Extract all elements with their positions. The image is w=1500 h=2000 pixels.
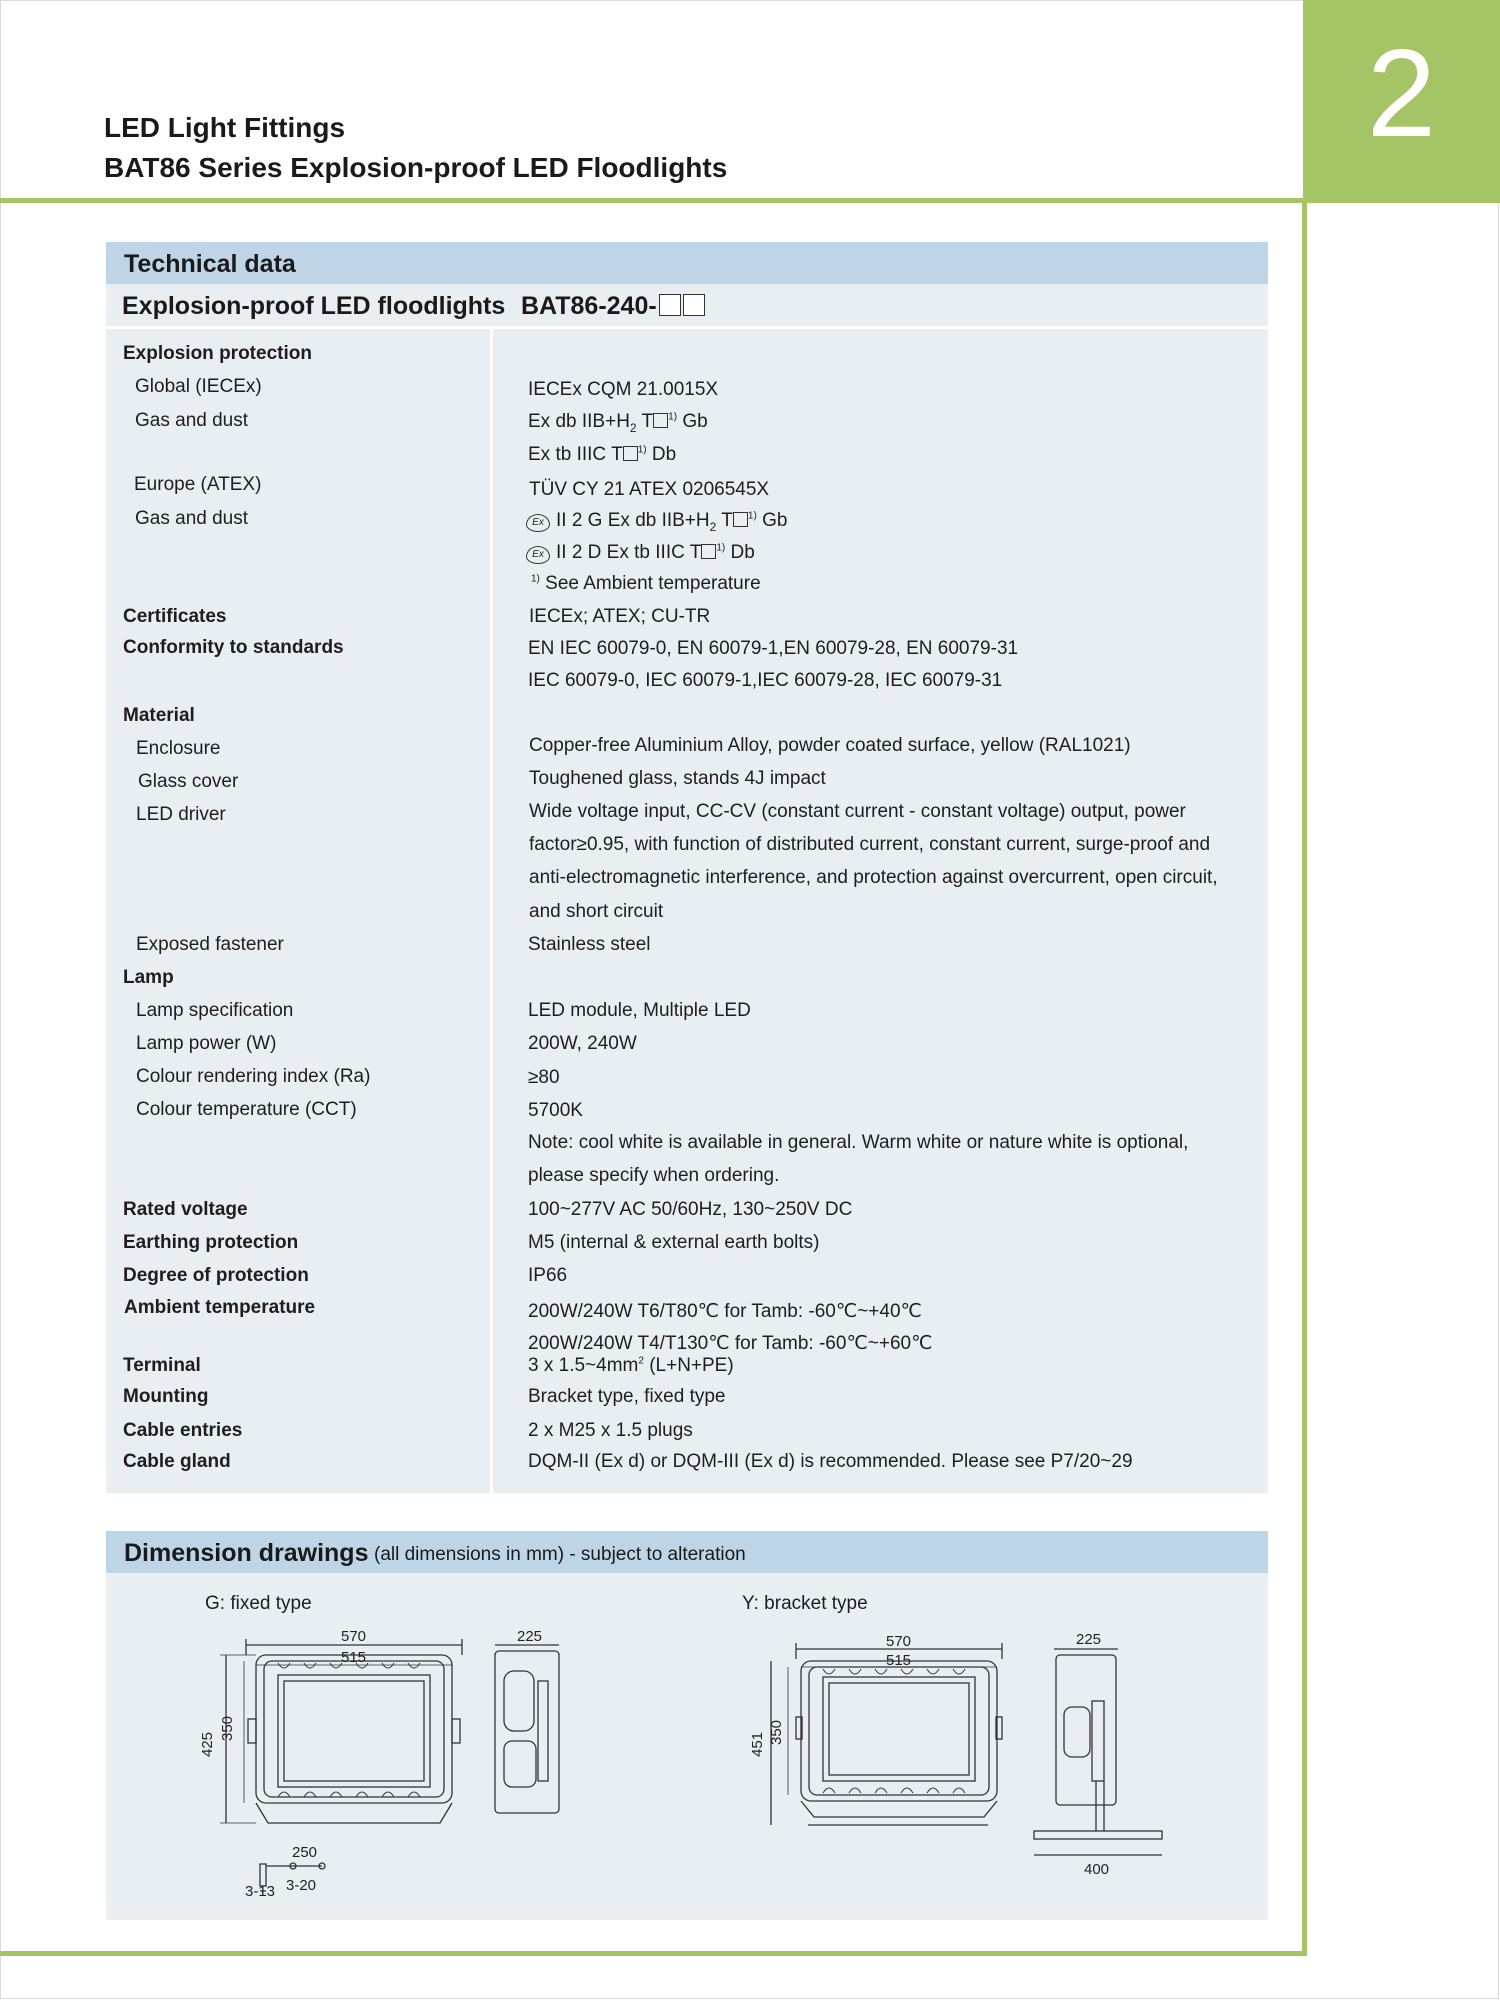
value-certificates: IECEx; ATEX; CU-TR	[529, 606, 711, 627]
value-lamp-specification: LED module, Multiple LED	[528, 1000, 751, 1021]
chapter-tab	[1303, 0, 1500, 201]
bracket-inner-height-label: 350	[768, 1719, 785, 1745]
fixed-slot-spacing-label: 250	[292, 1844, 318, 1861]
fixed-type-caption: G: fixed type	[205, 1593, 312, 1614]
label-cct: Colour temperature (CCT)	[136, 1099, 357, 1120]
value-atex-cert: TÜV CY 21 ATEX 0206545X	[529, 479, 770, 500]
label-led-driver: LED driver	[136, 804, 226, 825]
value-exposed-fastener: Stainless steel	[528, 934, 651, 955]
fixed-slot-a-label: 3-13	[245, 1883, 276, 1900]
label-explosion-protection: Explosion protection	[123, 343, 312, 364]
dimension-drawings-subheading: (all dimensions in mm) - subject to alteration	[374, 1544, 746, 1565]
label-cri: Colour rendering index (Ra)	[136, 1066, 371, 1087]
page-title-category: LED Light Fittings	[104, 112, 346, 143]
bottom-rule	[0, 1951, 1307, 1956]
placeholder-box-icon	[683, 294, 705, 316]
bracket-base-plate	[1034, 1831, 1162, 1839]
product-subheader	[106, 286, 1268, 329]
bracket-side-body	[1056, 1655, 1116, 1805]
value-enclosure: Copper-free Aluminium Alloy, powder coated surface, yellow (RAL1021)	[529, 735, 1131, 756]
label-glass-cover: Glass cover	[138, 771, 239, 792]
value-mounting: Bracket type, fixed type	[528, 1386, 726, 1407]
value-conformity-iec: IEC 60079-0, IEC 60079-1,IEC 60079-28, IEC 60079-31	[528, 670, 1003, 691]
label-ambient-temperature: Ambient temperature	[124, 1297, 316, 1318]
bracket-front-body	[801, 1661, 997, 1801]
value-glass-cover: Toughened glass, stands 4J impact	[529, 768, 826, 789]
dimension-labels	[199, 1628, 1109, 1900]
fixed-inner-height-label: 350	[219, 1715, 236, 1741]
fixed-depth-label: 225	[517, 1628, 543, 1645]
bracket-outer-width-label: 570	[886, 1633, 912, 1650]
value-led-driver-2: factor≥0.95, with function of distributed current, constant current, surge-proof and	[529, 834, 1211, 855]
bracket-type-drawing	[771, 1643, 1162, 1855]
fixed-inner-width-label: 515	[341, 1649, 367, 1666]
technical-data-heading: Technical data	[124, 250, 296, 278]
value-ambient-2: 200W/240W T4/T130℃ for Tamb: -60℃~+60℃	[528, 1333, 933, 1354]
value-cct: 5700K	[528, 1100, 583, 1121]
label-enclosure: Enclosure	[136, 738, 221, 759]
label-europe: Europe (ATEX)	[134, 474, 262, 495]
placeholder-box-icon	[623, 446, 638, 461]
value-rated-voltage: 100~277V AC 50/60Hz, 130~250V DC	[528, 1199, 853, 1220]
label-lamp-specification: Lamp specification	[136, 1000, 294, 1021]
label-lamp-power: Lamp power (W)	[136, 1033, 277, 1054]
fixed-front-glass	[284, 1681, 424, 1781]
label-terminal: Terminal	[123, 1355, 201, 1376]
value-footnote: $^{1)}$ See Ambient temperature	[531, 573, 761, 594]
value-atex-gas: Ex II 2 G Ex db $IIB+H_2$ T $^{1)}$ Gb	[526, 510, 787, 534]
placeholder-box-icon	[701, 544, 716, 559]
value-led-driver-1: Wide voltage input, CC-CV (constant current - constant voltage) output, power	[529, 801, 1186, 822]
label-gas-dust-europe: Gas and dust	[135, 508, 249, 529]
label-gas-dust-global: Gas and dust	[135, 410, 249, 431]
bracket-depth-label: 225	[1076, 1631, 1102, 1648]
value-lamp-power: 200W, 240W	[528, 1033, 637, 1054]
header-rule	[0, 198, 1500, 203]
value-iecex-cert: IECEx CQM 21.0015X	[528, 379, 719, 400]
label-global: Global (IECEx)	[135, 376, 262, 397]
value-conformity-en: EN IEC 60079-0, EN 60079-1,EN 60079-28, EN 60079-31	[528, 638, 1019, 659]
label-cable-gland: Cable gland	[123, 1451, 231, 1472]
label-rated-voltage: Rated voltage	[123, 1199, 248, 1220]
technical-data-header	[106, 242, 1268, 284]
bracket-inner-width-label: 515	[886, 1652, 912, 1669]
technical-data-panel	[106, 242, 1268, 1493]
column-divider	[490, 329, 493, 1493]
value-iecex-gas: Ex db $IIB+H_2$ T $^{1)}$ Gb	[528, 411, 708, 435]
bracket-front-glass	[829, 1683, 969, 1775]
value-led-driver-4: and short circuit	[529, 901, 664, 922]
fixed-front-base	[256, 1803, 452, 1823]
right-rule	[1302, 201, 1307, 1951]
label-conformity: Conformity to standards	[123, 637, 344, 658]
label-material: Material	[123, 705, 195, 726]
dimension-drawings-panel	[106, 1531, 1268, 1920]
bracket-type-caption: Y: bracket type	[742, 1593, 868, 1614]
value-atex-dust: Ex II 2 D Ex tb IIIC T $^{1)}$ Db	[526, 542, 755, 564]
fixed-type-drawing	[220, 1639, 559, 1891]
value-note-2: please specify when ordering.	[528, 1165, 780, 1186]
placeholder-box-icon	[659, 294, 681, 316]
placeholder-box-icon	[653, 413, 668, 428]
value-led-driver-3: anti-electromagnetic interference, and protection against overcurrent, open circuit,	[529, 867, 1218, 888]
value-cable-entries: 2 x M25 x 1.5 plugs	[528, 1420, 693, 1441]
value-earthing: M5 (internal & external earth bolts)	[528, 1232, 820, 1253]
placeholder-box-icon	[733, 512, 748, 527]
value-cable-gland: DQM-II (Ex d) or DQM-III (Ex d) is recommended. Please see P7/20~29	[528, 1451, 1133, 1472]
fixed-outer-height-label: 425	[199, 1731, 216, 1757]
value-ambient-1: 200W/240W T6/T80℃ for Tamb: -60℃~+40℃	[528, 1301, 922, 1322]
label-degree-of-protection: Degree of protection	[123, 1265, 309, 1286]
product-subtitle: Explosion-proof LED floodlights	[122, 292, 506, 320]
fixed-outer-width-label: 570	[341, 1628, 367, 1645]
dimension-drawings-svg	[106, 1531, 1268, 1920]
ex-hexagon-icon: Ex	[526, 514, 550, 532]
label-cable-entries: Cable entries	[123, 1420, 243, 1441]
value-iecex-dust: Ex tb IIIC T $^{1)}$ Db	[528, 444, 677, 465]
value-cri: ≥80	[528, 1067, 560, 1088]
model-code: BAT86-240-	[521, 292, 657, 320]
label-exposed-fastener: Exposed fastener	[136, 934, 284, 955]
label-mounting: Mounting	[123, 1386, 209, 1407]
value-note-1: Note: cool white is available in general. Warm white or nature white is optional,	[528, 1132, 1189, 1153]
bracket-base-width-label: 400	[1084, 1861, 1110, 1878]
product-model	[521, 292, 705, 321]
page-title-product: BAT86 Series Explosion-proof LED Floodlights	[104, 152, 728, 183]
dimension-drawings-heading: Dimension drawings	[124, 1539, 369, 1567]
bracket-outer-height-label: 451	[749, 1731, 766, 1757]
value-degree-of-protection: IP66	[528, 1265, 568, 1286]
label-certificates: Certificates	[123, 606, 227, 627]
fixed-slot-b-label: 3-20	[286, 1877, 317, 1894]
ex-hexagon-icon: Ex	[526, 546, 550, 564]
value-terminal: 3 x $1.5\sim 4mm^2$ (L+N+PE)	[528, 1355, 734, 1376]
label-earthing: Earthing protection	[123, 1232, 299, 1253]
fixed-side-body	[495, 1651, 559, 1813]
chapter-number: 2	[1367, 25, 1436, 163]
label-lamp: Lamp	[123, 967, 174, 988]
